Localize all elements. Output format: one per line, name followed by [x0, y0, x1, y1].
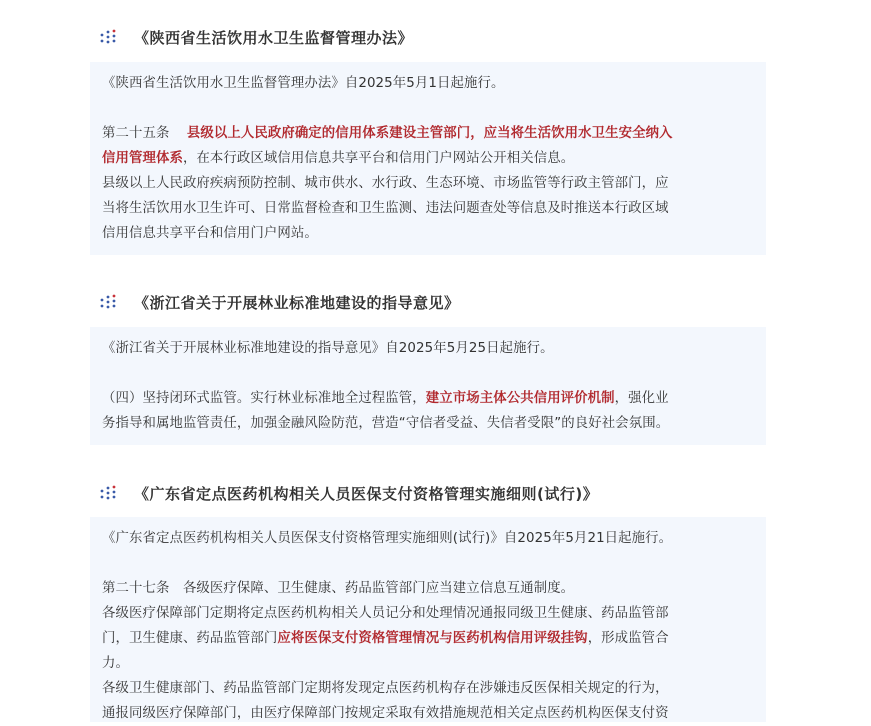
article-paragraph — [102, 386, 754, 411]
section-heading-2 — [100, 289, 460, 315]
section-title: 《陕西省生活饮用水卫生监督管理办法》 — [134, 28, 414, 47]
paragraph-line: 县级以上人民政府疾病预防控制、城市供水、水行政、生态环境、市场监管等行政主管部门，应 — [102, 176, 669, 191]
paragraph-line: 当将生活饮用水卫生许可、日常监督检查和卫生监测、违法问题查处等信息及时推送本行政区域 — [102, 201, 669, 216]
dots-grid-icon — [100, 294, 116, 310]
paragraph-line: 各级卫生健康部门、药品监管部门定期将发现定点医药机构存在涉嫌违反医保相关规定的行为， — [102, 681, 669, 696]
paragraph-line: 各级医疗保障部门定期将定点医药机构相关人员记分和处理情况通报同级卫生健康、药品监管部 — [102, 606, 669, 621]
paragraph-line — [102, 626, 754, 651]
paragraph-text: ，强化业 — [614, 391, 669, 406]
effective-date-text: 《浙江省关于开展林业标准地建设的指导意见》自2025年5月25日起施行。 — [102, 341, 554, 356]
section-title: 《浙江省关于开展林业标准地建设的指导意见》 — [134, 293, 460, 312]
paragraph-text: ，形成监管合 — [587, 631, 669, 646]
paragraph-line: 通报同级医疗保障部门，由医疗保障部门按规定采取有效措施规范相关定点医药机构医保支付资 — [102, 706, 669, 721]
section-heading-1 — [100, 24, 413, 50]
paragraph-line: 务指导和属地监管责任，加强金融风险防范，营造“守信者受益、失信者受限”的良好社会氛围。 — [102, 416, 670, 431]
highlighted-text: 县级以上人民政府确定的信用体系建设主管部门，应当将生活饮用水卫生安全纳入 — [186, 126, 673, 141]
highlighted-text: 建立市场主体公共信用评价机制 — [425, 391, 615, 406]
paragraph-text: ，在本行政区域信用信息共享平台和信用门户网站公开相关信息。 — [182, 151, 575, 166]
article-paragraph — [102, 121, 754, 146]
highlighted-text: 信用管理体系 — [102, 151, 183, 166]
section-title: 《广东省定点医药机构相关人员医保支付资格管理实施细则(试行)》 — [134, 484, 599, 503]
article-paragraph: 第二十七条 各级医疗保障、卫生健康、药品监管部门应当建立信息互通制度。 — [102, 581, 575, 596]
dots-grid-icon — [100, 485, 116, 501]
section-card-1 — [90, 62, 766, 255]
section-card-2 — [90, 327, 766, 445]
effective-date-text: 《广东省定点医药机构相关人员医保支付资格管理实施细则(试行)》自2025年5月21日起施行。 — [102, 531, 673, 546]
paragraph-text: 门，卫生健康、药品监管部门 — [102, 631, 278, 646]
article-number: 第二十五条 — [102, 126, 170, 141]
paragraph-line: 力。 — [102, 656, 129, 671]
section-card-3 — [90, 517, 766, 722]
section-heading-3 — [100, 480, 598, 506]
highlighted-text: 应将医保支付资格管理情况与医药机构信用评级挂钩 — [277, 631, 588, 646]
article-paragraph-cont — [102, 146, 754, 171]
effective-date-text: 《陕西省生活饮用水卫生监督管理办法》自2025年5月1日起施行。 — [102, 76, 505, 91]
dots-grid-icon — [100, 29, 116, 45]
paragraph-text: （四）坚持闭环式监管。实行林业标准地全过程监管， — [102, 391, 426, 406]
paragraph-line: 信用信息共享平台和信用门户网站。 — [102, 226, 318, 241]
